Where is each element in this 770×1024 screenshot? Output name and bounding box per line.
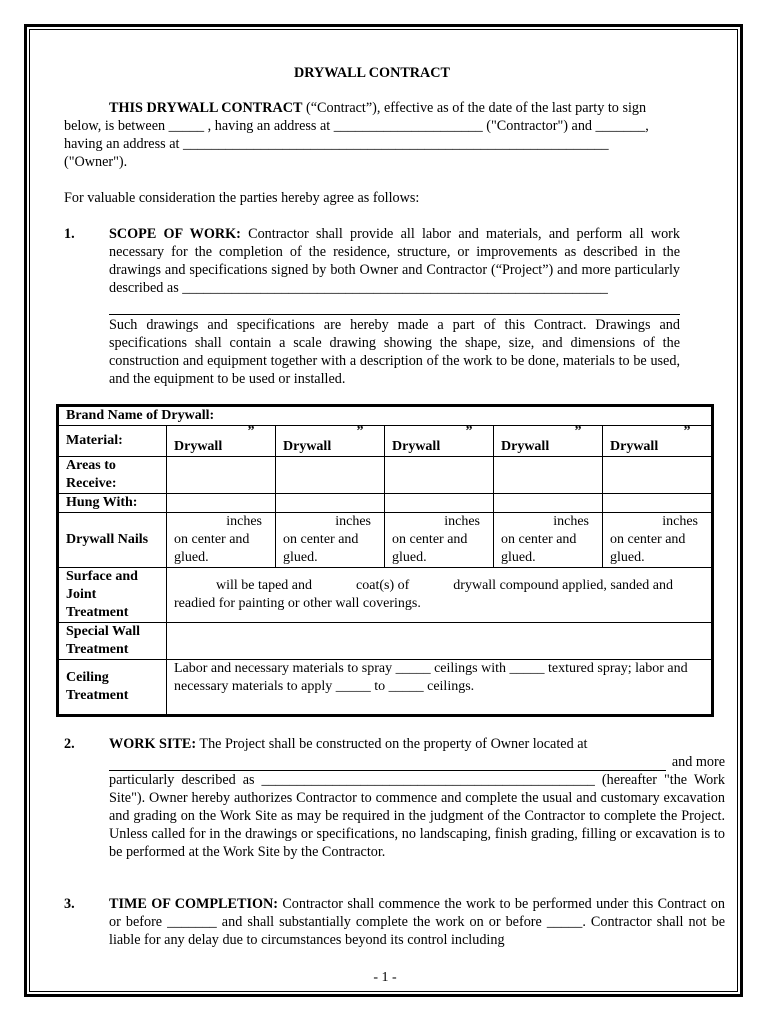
material-cell xyxy=(603,426,712,457)
material-cell xyxy=(494,426,603,457)
section-text: The Project shall be constructed on the property of Owner located at xyxy=(196,736,588,752)
table-row xyxy=(59,660,712,715)
on-center-text: on center and glued. xyxy=(501,532,577,565)
section-time-of-completion xyxy=(64,895,725,949)
drywall-label: Drywall xyxy=(174,439,223,454)
table-row xyxy=(59,513,712,568)
hung-cell xyxy=(167,494,276,513)
inches-text: inches xyxy=(553,514,589,529)
intro-lead: THIS DRYWALL CONTRACT xyxy=(109,100,303,116)
special-wall-cell xyxy=(167,623,712,660)
document-page xyxy=(64,64,725,948)
section-number: 1. xyxy=(64,226,75,242)
intro-paragraph xyxy=(64,99,680,153)
consideration-text: For valuable consideration the parties hereby agree as follows: xyxy=(64,190,420,206)
section-text: and more xyxy=(671,754,725,770)
nails-cell xyxy=(276,513,385,568)
page-number: - 1 - xyxy=(373,970,397,985)
nails-cell xyxy=(385,513,494,568)
table-row xyxy=(59,407,712,426)
address-line xyxy=(109,753,725,771)
nails-cell xyxy=(603,513,712,568)
areas-cell xyxy=(276,457,385,494)
areas-cell xyxy=(494,457,603,494)
nails-cell xyxy=(494,513,603,568)
quote-mark: ” xyxy=(574,424,582,439)
on-center-text: on center and glued. xyxy=(283,532,359,565)
material-label: Material: xyxy=(59,426,167,457)
section-text: Contractor shall commence the work to be performed under this Contract on or before _______ and shall substantially complete the work on or before _____. Contractor shall not be liable for any delay due to circumstances beyond its control including xyxy=(109,896,725,948)
quote-mark: ” xyxy=(465,424,473,439)
section-heading: WORK SITE: xyxy=(109,736,197,752)
blank-line xyxy=(109,753,666,771)
hung-cell xyxy=(385,494,494,513)
section-number: 3. xyxy=(64,896,75,912)
hung-with-label: Hung With: xyxy=(59,494,167,513)
hung-cell xyxy=(494,494,603,513)
document-title: DRYWALL CONTRACT xyxy=(294,65,450,81)
drywall-label: Drywall xyxy=(610,439,659,454)
table-row xyxy=(59,457,712,494)
section-text: Contractor shall provide all labor and materials, and perform all work necessary for the completion of the residence, structure, or improvements as described in the drawings and specifications signed by both Owner and Contractor (“Project”) and more particularly described as ____________________________________________________________ xyxy=(109,226,680,296)
surface-text-c: drywall compound applied, sanded and readied for painting or other wall coverings. xyxy=(174,578,673,611)
table-row xyxy=(59,568,712,623)
areas-label: Areas to Receive: xyxy=(59,457,167,494)
hung-cell xyxy=(276,494,385,513)
drywall-label: Drywall xyxy=(501,439,550,454)
quote-mark: ” xyxy=(683,424,691,439)
section-scope-of-work xyxy=(64,225,680,388)
quote-mark: ” xyxy=(356,424,364,439)
on-center-text: on center and glued. xyxy=(174,532,250,565)
material-cell xyxy=(276,426,385,457)
section-text-continued: particularly described as _______________________________________________ (hereafter "the Work Site"). Owner hereby authorizes Contractor to commence and complete the usual and customary excavation and grading on the Work Site as may be required in the judgment of the Contractor to complete the Project. Unless called for in the drawings or specifications, no landscaping, finish grading, filling or excavation is to be performed at the Work Site by the Contractor. xyxy=(109,772,725,860)
areas-cell xyxy=(603,457,712,494)
brand-name-label: Brand Name of Drywall: xyxy=(59,407,712,426)
nails-cell xyxy=(167,513,276,568)
surface-joint-label: Surface and Joint Treatment xyxy=(59,568,167,623)
section-number: 2. xyxy=(64,736,75,752)
blank-line xyxy=(109,297,680,315)
drywall-label: Drywall xyxy=(283,439,332,454)
section-heading: TIME OF COMPLETION: xyxy=(109,896,278,912)
drywall-nails-label: Drywall Nails xyxy=(59,513,167,568)
table-row xyxy=(59,623,712,660)
quote-mark: ” xyxy=(247,424,255,439)
drywall-label: Drywall xyxy=(392,439,441,454)
material-cell xyxy=(385,426,494,457)
on-center-text: on center and glued. xyxy=(392,532,468,565)
material-cell xyxy=(167,426,276,457)
materials-table xyxy=(56,404,714,717)
areas-cell xyxy=(385,457,494,494)
section-heading: SCOPE OF WORK: xyxy=(109,226,241,242)
intro-text: (“Contract”), effective as of the date of the last party to sign below, is between _____ , having an address at _____________________ ("Contractor") and _______, having an address at ____________________________________________________________ xyxy=(64,100,649,152)
on-center-text: on center and glued. xyxy=(610,532,686,565)
hung-cell xyxy=(603,494,712,513)
areas-cell xyxy=(167,457,276,494)
surface-text-b: coat(s) of xyxy=(356,578,410,593)
table-row xyxy=(59,426,712,457)
surface-joint-cell xyxy=(167,568,712,623)
section-work-site xyxy=(64,735,725,861)
intro-owner: ("Owner"). xyxy=(64,154,128,170)
special-wall-label: Special Wall Treatment xyxy=(59,623,167,660)
inches-text: inches xyxy=(335,514,371,529)
table-row xyxy=(59,494,712,513)
inches-text: inches xyxy=(662,514,698,529)
ceiling-label: Ceiling Treatment xyxy=(59,660,167,715)
inches-text: inches xyxy=(444,514,480,529)
ceiling-cell: Labor and necessary materials to spray _____ ceilings with _____ textured spray; labor and necessary materials to apply _____ to _____ ceilings. xyxy=(167,660,712,715)
section-text-continued: Such drawings and specifications are hereby made a part of this Contract. Drawings and specifications shall contain a scale drawing showing the shape, size, and dimensions of the construction and equipment together with a description of the work to be done, materials to be used, and the equipment to be used or installed. xyxy=(109,317,680,387)
surface-text-a: will be taped and xyxy=(216,578,313,593)
inches-text: inches xyxy=(226,514,262,529)
